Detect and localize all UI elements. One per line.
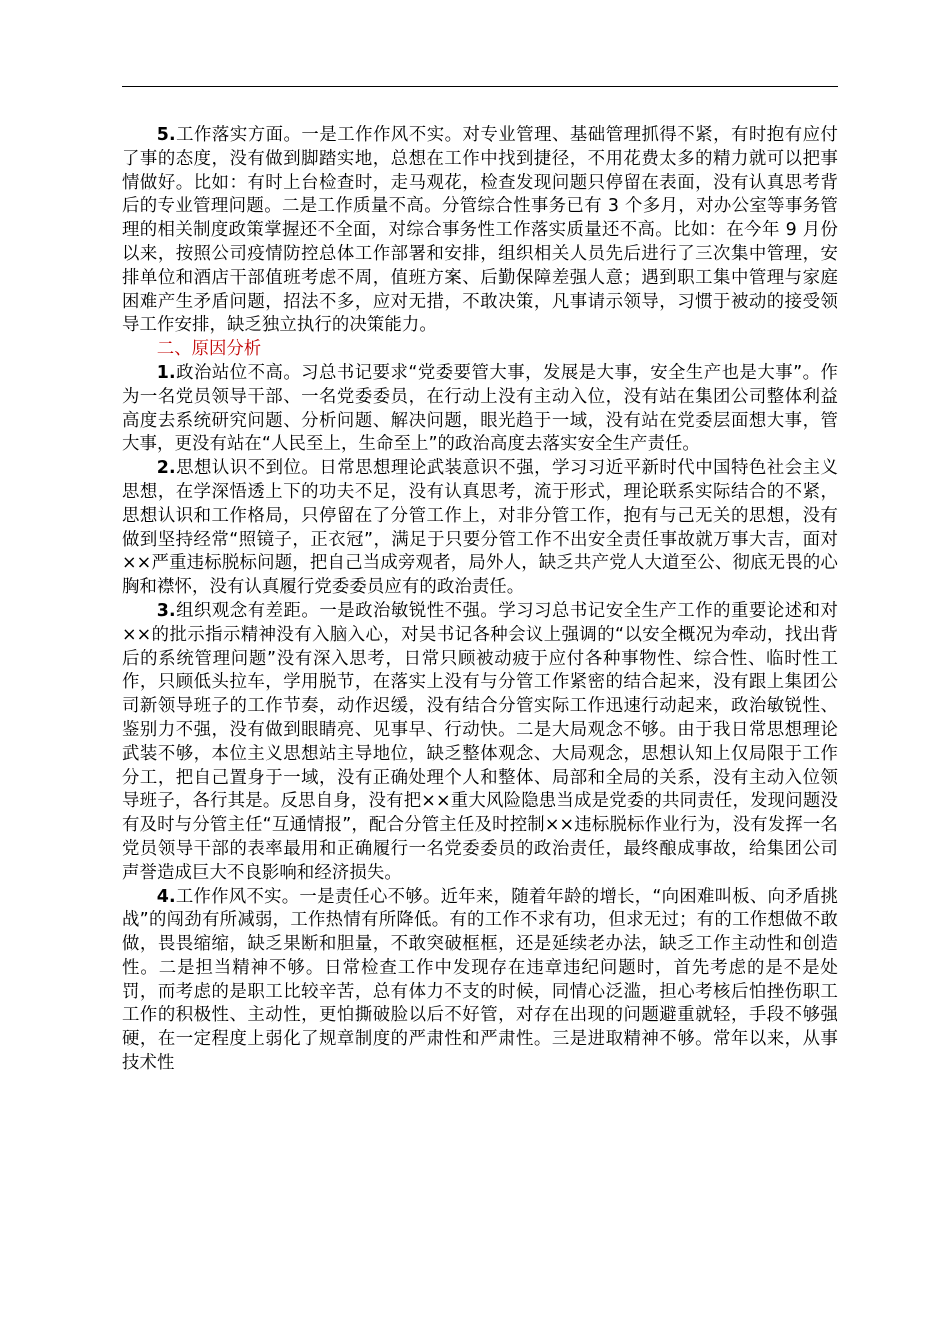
paragraph-political-stance xyxy=(122,362,838,457)
paragraph-number: 5. xyxy=(156,125,176,145)
paragraph-text: 政治站位不高。习总书记要求“党委要管大事，发展是大事，安全生产也是大事”。作为一名党员领导干部、一名党委委员，在行动上没有主动入位，没有站在集团公司整体利益高度去系统研究问题、分析问题、解决问题，眼光趋于一域，没有站在党委层面想大事，管大事，更没有站在“人民至上，生命至上”的政治高度去落实安全生产责任。 xyxy=(122,362,838,455)
paragraph-number: 4. xyxy=(156,886,176,907)
paragraph-work-implementation xyxy=(122,124,838,338)
paragraph-text: 组织观念有差距。一是政治敏锐性不强。学习习总书记安全生产工作的重要论述和对××的批示指示精神没有入脑入心，对吴书记各种会议上强调的“以安全概况为牵动，找出背后的系统管理问题”没有深入思考，日常只顾被动疲于应付各种事物性、综合性、临时性工作，只顾低头拉车，学用脱节，在落实上没有与分管工作紧密的结合起来，没有跟上集团公司新领导班子的工作节奏，动作迟缓，没有结合分管实际工作迅速行动起来，政治敏锐性、鉴别力不强，没有做到眼睛亮、见事早、行动快。二是大局观念不够。由于我日常思想理论武装不够，本位主义思想站主导地位，缺乏整体观念、大局观念，思想认知上仅局限于工作分工，把自己置身于一域，没有正确处理个人和整体、局部和全局的关系，没有主动入位领导班子，各行其是。反思自身，没有把××重大风险隐患当成是党委的共同责任，发现问题没有及时与分管主任“互通情报”，配合分管主任及时控制××违标脱标作业行为，没有发挥一名党员领导干部的表率最用和正确履行一名党委委员的政治责任，最终酿成事故，给集团公司声誉造成巨大不良影响和经济损失。 xyxy=(122,600,838,883)
paragraph-number: 1. xyxy=(156,362,176,383)
paragraph-organizational-concept xyxy=(122,600,838,886)
paragraph-number: 2. xyxy=(156,458,176,479)
document-body xyxy=(122,124,838,1076)
paragraph-text: 思想认识不到位。日常思想理论武装意识不强，学习习近平新时代中国特色社会主义思想，在学深悟透上下的功夫不足，没有认真思考，流于形式，理论联系实际结合的不紧，思想认识和工作格局，只停留在了分管工作上，对非分管工作，抱有与己无关的思想，没有做到坚持经常“照镜子，正衣冠”，满足于只要分管工作不出安全责任事故就万事大吉，面对××严重违标脱标问题，把自己当成旁观者，局外人，缺乏共产党人大道至公、彻底无畏的心胸和襟怀，没有认真履行党委委员应有的政治责任。 xyxy=(122,458,838,598)
header-rule xyxy=(122,86,838,87)
paragraph-text: 工作落实方面。一是工作作风不实。对专业管理、基础管理抓得不紧，有时抱有应付了事的态度，没有做到脚踏实地，总想在工作中找到捷径，不用花费太多的精力就可以把事情做好。比如：有时上台检查时，走马观花，检查发现问题只停留在表面，没有认真思考背后的专业管理问题。二是工作质量不高。分管综合性事务已有 3 个多月，对办公室等事务管理的相关制度政策掌握还不全面，对综合事务性工作落实质量还不高。比如：在今年 9 月份以来，按照公司疫情防控总体工作部署和安排，组织相关人员先后进行了三次集中管理，安排单位和酒店干部值班考虑不周，值班方案、后勤保障差强人意；遇到职工集中管理与家庭困难产生矛盾问题，招法不多，应对无措，不敢决策，凡事请示领导，习惯于被动的接受领导工作安排，缺乏独立执行的决策能力。 xyxy=(122,125,838,336)
paragraph-number: 3. xyxy=(156,600,176,621)
paragraph-work-style xyxy=(122,886,838,1076)
paragraph-ideological-awareness xyxy=(122,457,838,600)
section-heading-cause-analysis: 二、原因分析 xyxy=(156,339,262,360)
paragraph-text: 工作作风不实。一是责任心不够。近年来，随着年龄的增长，“向困难叫板、向矛盾挑战”的闯劲有所减弱，工作热情有所降低。有的工作不求有功，但求无过；有的工作想做不敢做，畏畏缩缩，缺乏果断和胆量，不敢突破框框，还是延续老办法，缺乏工作主动性和创造性。二是担当精神不够。日常检查工作中发现存在违章违纪问题时，首先考虑的是不是处罚，而考虑的是职工比较辛苦，总有体力不支的时候，同情心泛滥，担心考核后怕挫伤职工工作的积极性、主动性，更怕撕破脸以后不好管，对存在出现的问题避重就轻，手段不够强硬，在一定程度上弱化了规章制度的严肃性和严肃性。三是进取精神不够。常年以来，从事技术性 xyxy=(122,886,838,1074)
